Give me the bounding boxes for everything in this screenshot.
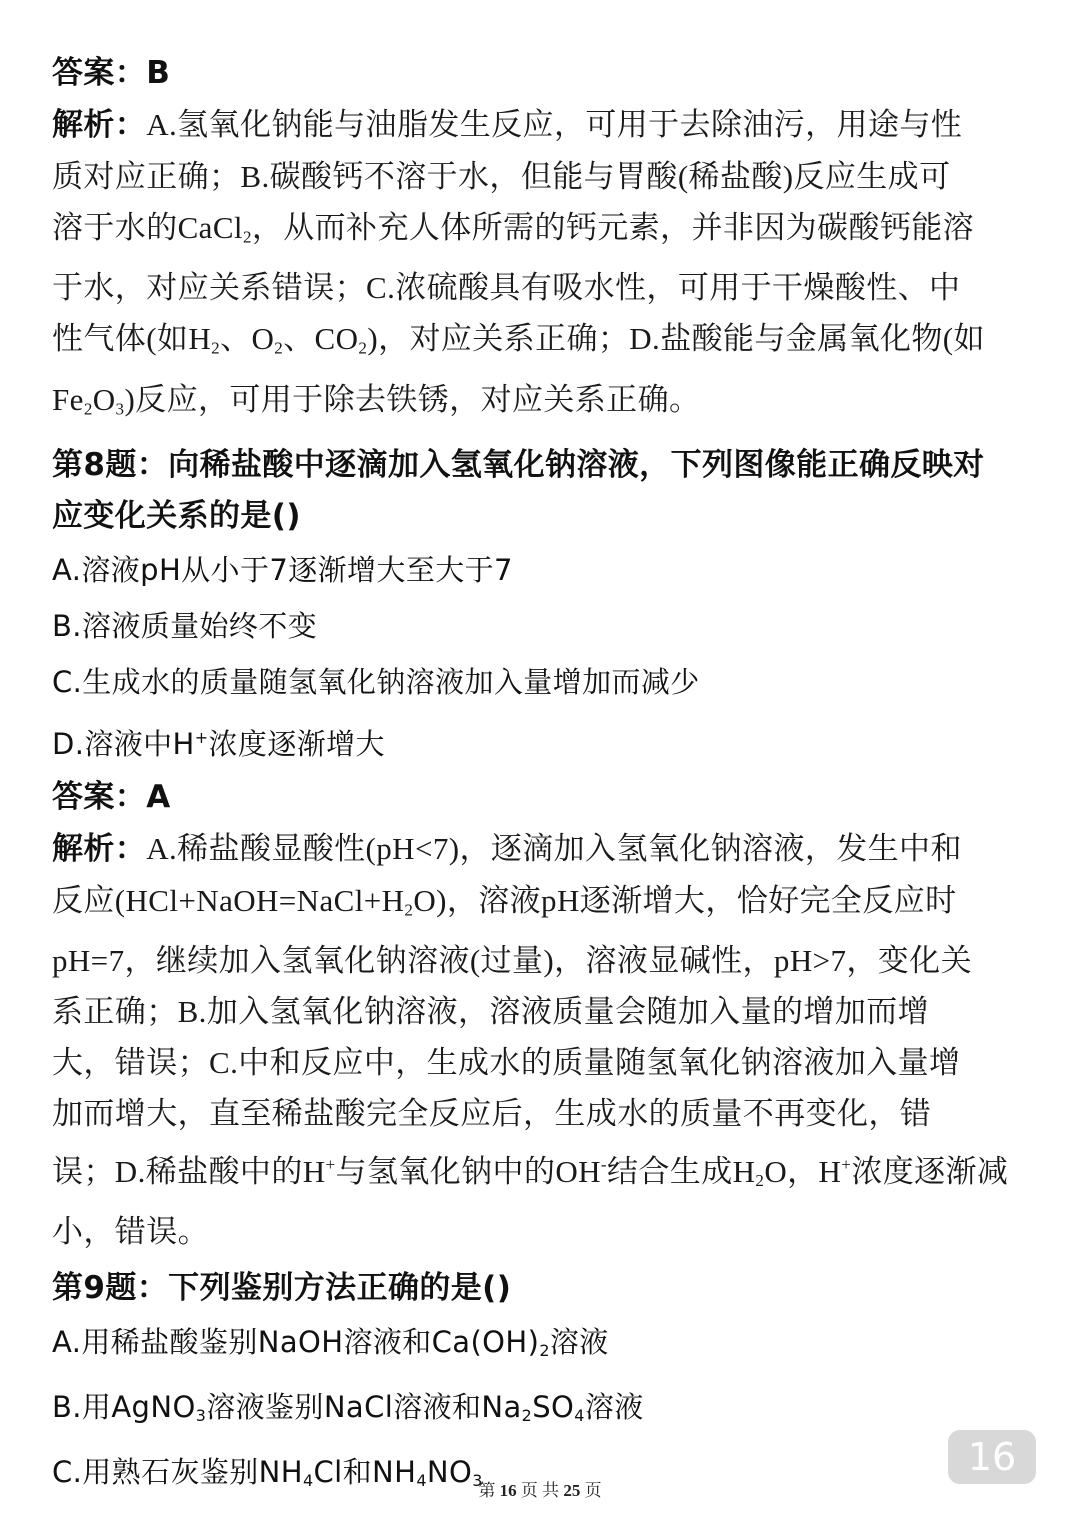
q8-analysis-line-4: 系正确；B.加入氢氧化钠溶液，溶液质量会随加入量的增加而增	[52, 994, 930, 1030]
q8-analysis-line-8: 小，错误。	[52, 1214, 209, 1250]
q9-option-c: C.用熟石灰鉴别$NH_4Cl$和$NH_4NO_3$	[52, 1455, 483, 1491]
q9-title: 第9题：下列鉴别方法正确的是()	[52, 1270, 512, 1307]
q8-analysis-line-1: 解析：A.稀盐酸显酸性(pH<7)，逐滴加入氢氧化钠溶液，发生中和	[52, 830, 962, 867]
q8-option-a: A.溶液pH从小于7逐渐增大至大于7	[52, 552, 513, 587]
q8-option-d: D.溶液中H+浓度逐渐增大	[52, 726, 385, 761]
document-body	[52, 48, 1028, 1509]
q8-analysis-line-5: 大，错误；C.中和反应中，生成水的质量随氢氧化钠溶液加入量增	[52, 1045, 961, 1081]
q7-analysis-line-5: 性气体(如$H_2$、$O_2$、$CO_2$)，对应关系正确；D.盐酸能与金属氧化物(如	[52, 321, 985, 358]
q7-analysis-line-6: $Fe_2O_3$)反应，可用于除去铁锈，对应关系正确。	[52, 381, 701, 418]
page-number-badge: 16	[948, 1430, 1036, 1484]
q8-analysis-line-6: 加而增大，直至稀盐酸完全反应后，生成水的质量不再变化，错	[52, 1096, 932, 1132]
q8-answer: 答案：A	[52, 778, 171, 815]
q9-option-b: B.用AgNO$_3$溶液鉴别NaCl溶液和$Na_2SO_4$溶液	[52, 1390, 644, 1426]
q8-analysis-line-2: 反应$(HCl+NaOH=NaCl+H_2O)$，溶液pH逐渐增大，恰好完全反应时	[52, 882, 957, 920]
q7-analysis-line-4: 于水，对应关系错误；C.浓硫酸具有吸水性，可用于干燥酸性、中	[52, 270, 961, 306]
q9-option-a: A.用稀盐酸鉴别NaOH溶液和$Ca(OH)_2$溶液	[52, 1325, 609, 1361]
q8-analysis-line-3: pH=7，继续加入氢氧化钠溶液(过量)，溶液显碱性，pH>7，变化关	[52, 943, 972, 979]
q7-analysis-line-3: 溶于水的CaCl$_2$，从而补充人体所需的钙元素，并非因为碳酸钙能溶	[52, 210, 975, 247]
q7-analysis-line-2: 质对应正确；B.碳酸钙不溶于水，但能与胃酸(稀盐酸)反应生成可	[52, 159, 951, 194]
q8-analysis-line-7: 误；D.稀盐酸中的H+与氢氧化钠中的OH-结合生成$H_2O$，H+浓度逐渐减	[52, 1154, 1009, 1191]
q8-title: 第8题：向稀盐酸中逐滴加入氢氧化钠溶液，下列图像能正确反映对	[52, 446, 985, 483]
page-footer: 第 16 页 共 25 页	[478, 1481, 602, 1500]
q8-option-b: B.溶液质量始终不变	[52, 608, 318, 643]
q8-option-c: C.生成水的质量随氢氧化钠溶液加入量增加而减少	[52, 664, 700, 699]
q8-title-cont: 应变化关系的是()	[52, 497, 301, 534]
q7-analysis-line-1	[52, 99, 1028, 151]
q7-answer: 答案：B	[52, 55, 171, 91]
q7-analysis-label: 解析：A.氢氧化钠能与油脂发生反应，可用于去除油污，用途与性	[52, 107, 963, 143]
